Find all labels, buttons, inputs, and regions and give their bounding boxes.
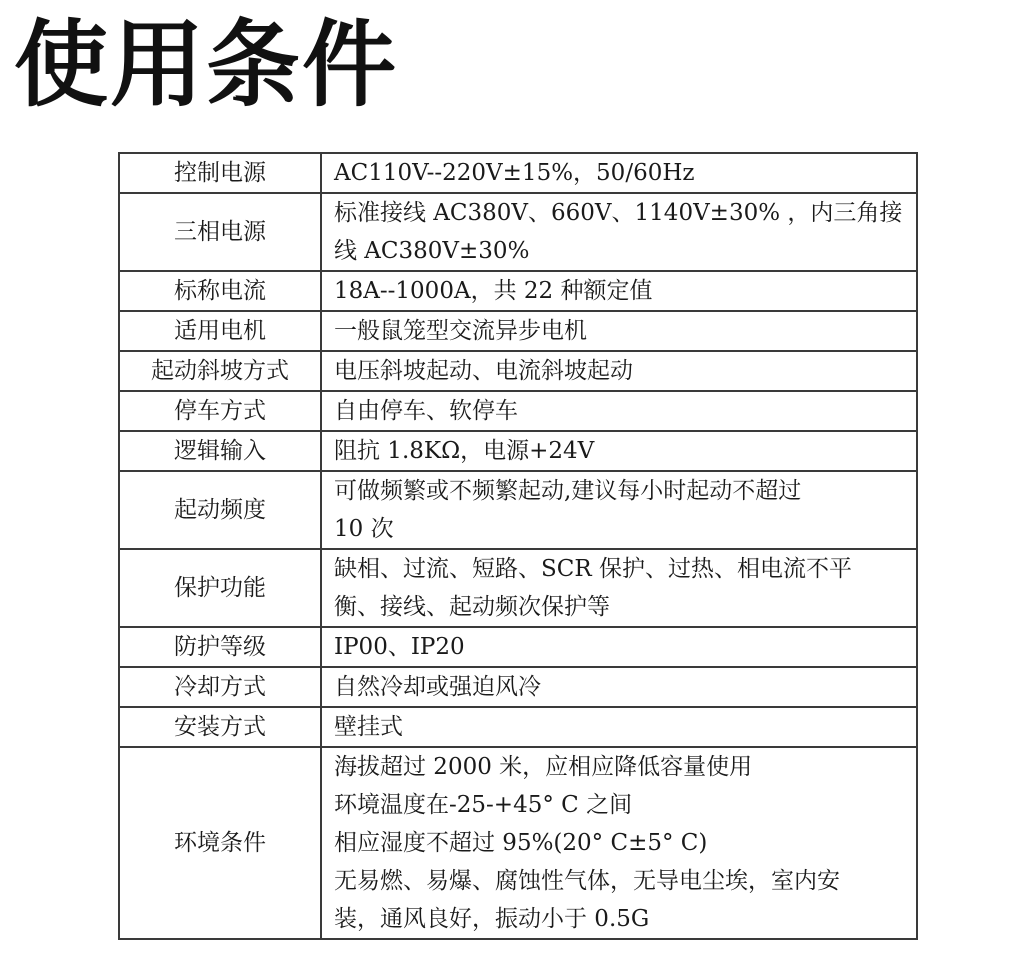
row-value: 一般鼠笼型交流异步电机 [321, 311, 917, 351]
row-label: 起动斜坡方式 [119, 351, 321, 391]
row-label: 三相电源 [119, 193, 321, 271]
row-value: 海拔超过 2000 米，应相应降低容量使用 环境温度在-25-+45° C 之间 相应湿度不超过 95%(20° C±5° C) 无易燃、易爆、腐蚀性气体，无导电尘埃，室内安 装，通风良好，振动小于 0.5G [321, 747, 917, 939]
table-row [119, 707, 917, 747]
table-row [119, 193, 917, 271]
row-value: 可做频繁或不频繁起动,建议每小时起动不超过 10 次 [321, 471, 917, 549]
row-label: 起动频度 [119, 471, 321, 549]
row-value: 电压斜坡起动、电流斜坡起动 [321, 351, 917, 391]
table-row [119, 431, 917, 471]
row-value: 18A--1000A，共 22 种额定值 [321, 271, 917, 311]
row-label: 逻辑输入 [119, 431, 321, 471]
table-row [119, 549, 917, 627]
table-row [119, 271, 917, 311]
row-value: AC110V--220V±15%，50/60Hz [321, 153, 917, 193]
table-row [119, 471, 917, 549]
row-label: 控制电源 [119, 153, 321, 193]
row-label: 保护功能 [119, 549, 321, 627]
table-row [119, 391, 917, 431]
table-row [119, 311, 917, 351]
row-value: 标准接线 AC380V、660V、1140V±30% ，内三角接 线 AC380V±30% [321, 193, 917, 271]
table-row [119, 667, 917, 707]
row-value: 缺相、过流、短路、SCR 保护、过热、相电流不平 衡、接线、起动频次保护等 [321, 549, 917, 627]
row-label: 停车方式 [119, 391, 321, 431]
page-title: 使用条件 [14, 11, 399, 120]
row-value: 阻抗 1.8KΩ，电源+24V [321, 431, 917, 471]
table-row [119, 351, 917, 391]
row-value: 自由停车、软停车 [321, 391, 917, 431]
row-value: IP00、IP20 [321, 627, 917, 667]
spec-table [118, 152, 918, 940]
table-row [119, 747, 917, 939]
table-row [119, 153, 917, 193]
row-label: 防护等级 [119, 627, 321, 667]
row-label: 适用电机 [119, 311, 321, 351]
row-label: 冷却方式 [119, 667, 321, 707]
table-row [119, 627, 917, 667]
row-label: 标称电流 [119, 271, 321, 311]
row-value: 壁挂式 [321, 707, 917, 747]
row-label: 安装方式 [119, 707, 321, 747]
row-label: 环境条件 [119, 747, 321, 939]
row-value: 自然冷却或强迫风冷 [321, 667, 917, 707]
